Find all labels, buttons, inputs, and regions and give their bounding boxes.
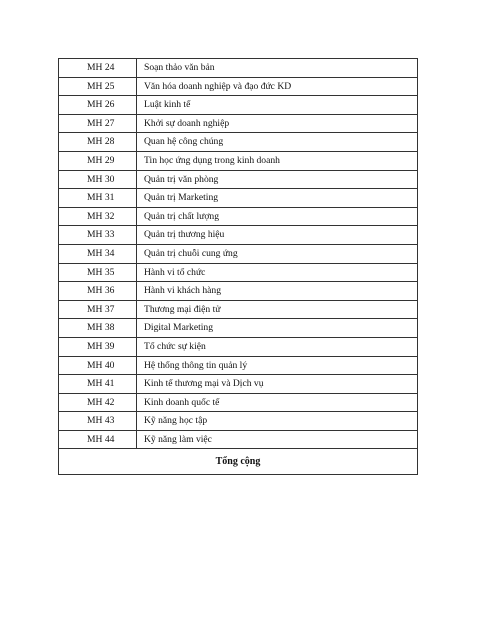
subject-code-cell: MH 30 bbox=[59, 170, 137, 189]
table-row bbox=[59, 430, 418, 449]
subject-name-cell: Kinh doanh quốc tế bbox=[137, 393, 418, 412]
subject-name-cell: Quan hệ công chúng bbox=[137, 133, 418, 152]
table-row bbox=[59, 319, 418, 338]
table-row bbox=[59, 189, 418, 208]
table-row bbox=[59, 151, 418, 170]
table-row bbox=[59, 244, 418, 263]
table-row bbox=[59, 170, 418, 189]
curriculum-table bbox=[58, 58, 418, 475]
subject-name-cell: Hệ thống thông tin quản lý bbox=[137, 356, 418, 375]
subject-name-cell: Khởi sự doanh nghiệp bbox=[137, 114, 418, 133]
subject-code-cell: MH 35 bbox=[59, 263, 137, 282]
table-row bbox=[59, 263, 418, 282]
table-row bbox=[59, 356, 418, 375]
subject-name-cell: Hành vi khách hàng bbox=[137, 282, 418, 301]
subject-name-cell: Tin học ứng dụng trong kinh doanh bbox=[137, 151, 418, 170]
subject-code-cell: MH 42 bbox=[59, 393, 137, 412]
subject-code-cell: MH 33 bbox=[59, 226, 137, 245]
table-row bbox=[59, 375, 418, 394]
subject-name-cell: Kinh tế thương mại và Dịch vụ bbox=[137, 375, 418, 394]
subject-code-cell: MH 40 bbox=[59, 356, 137, 375]
subject-code-cell: MH 36 bbox=[59, 282, 137, 301]
subject-name-cell: Quản trị Marketing bbox=[137, 189, 418, 208]
table-row bbox=[59, 133, 418, 152]
subject-name-cell: Quản trị chuỗi cung ứng bbox=[137, 244, 418, 263]
subject-code-cell: MH 44 bbox=[59, 430, 137, 449]
subject-name-cell: Kỹ năng học tập bbox=[137, 412, 418, 431]
subject-code-cell: MH 26 bbox=[59, 96, 137, 115]
subject-code-cell: MH 34 bbox=[59, 244, 137, 263]
subject-code-cell: MH 43 bbox=[59, 412, 137, 431]
subject-code-cell: MH 38 bbox=[59, 319, 137, 338]
subject-name-cell: Luật kinh tế bbox=[137, 96, 418, 115]
subject-name-cell: Hành vi tổ chức bbox=[137, 263, 418, 282]
total-label: Tổng cộng bbox=[59, 449, 418, 475]
table-row bbox=[59, 207, 418, 226]
table-row bbox=[59, 300, 418, 319]
table-row bbox=[59, 412, 418, 431]
subject-code-cell: MH 39 bbox=[59, 337, 137, 356]
subject-name-cell: Quản trị chất lượng bbox=[137, 207, 418, 226]
subject-code-cell: MH 27 bbox=[59, 114, 137, 133]
subject-name-cell: Kỹ năng làm việc bbox=[137, 430, 418, 449]
table-row bbox=[59, 96, 418, 115]
subject-code-cell: MH 28 bbox=[59, 133, 137, 152]
subject-name-cell: Thương mại điện tử bbox=[137, 300, 418, 319]
subject-code-cell: MH 37 bbox=[59, 300, 137, 319]
subject-name-cell: Digital Marketing bbox=[137, 319, 418, 338]
table-row bbox=[59, 337, 418, 356]
subject-name-cell: Soạn thảo văn bản bbox=[137, 59, 418, 78]
subject-code-cell: MH 24 bbox=[59, 59, 137, 78]
subject-name-cell: Văn hóa doanh nghiệp và đạo đức KD bbox=[137, 77, 418, 96]
subject-name-cell: Quản trị văn phòng bbox=[137, 170, 418, 189]
subject-code-cell: MH 25 bbox=[59, 77, 137, 96]
subject-code-cell: MH 41 bbox=[59, 375, 137, 394]
subject-code-cell: MH 31 bbox=[59, 189, 137, 208]
table-body bbox=[59, 59, 418, 475]
subject-name-cell: Tổ chức sự kiện bbox=[137, 337, 418, 356]
table-row bbox=[59, 114, 418, 133]
table-row bbox=[59, 282, 418, 301]
table-row bbox=[59, 226, 418, 245]
table-row bbox=[59, 393, 418, 412]
subject-code-cell: MH 32 bbox=[59, 207, 137, 226]
table-row bbox=[59, 77, 418, 96]
table-row bbox=[59, 59, 418, 78]
subject-code-cell: MH 29 bbox=[59, 151, 137, 170]
total-row bbox=[59, 449, 418, 475]
subject-name-cell: Quản trị thương hiệu bbox=[137, 226, 418, 245]
